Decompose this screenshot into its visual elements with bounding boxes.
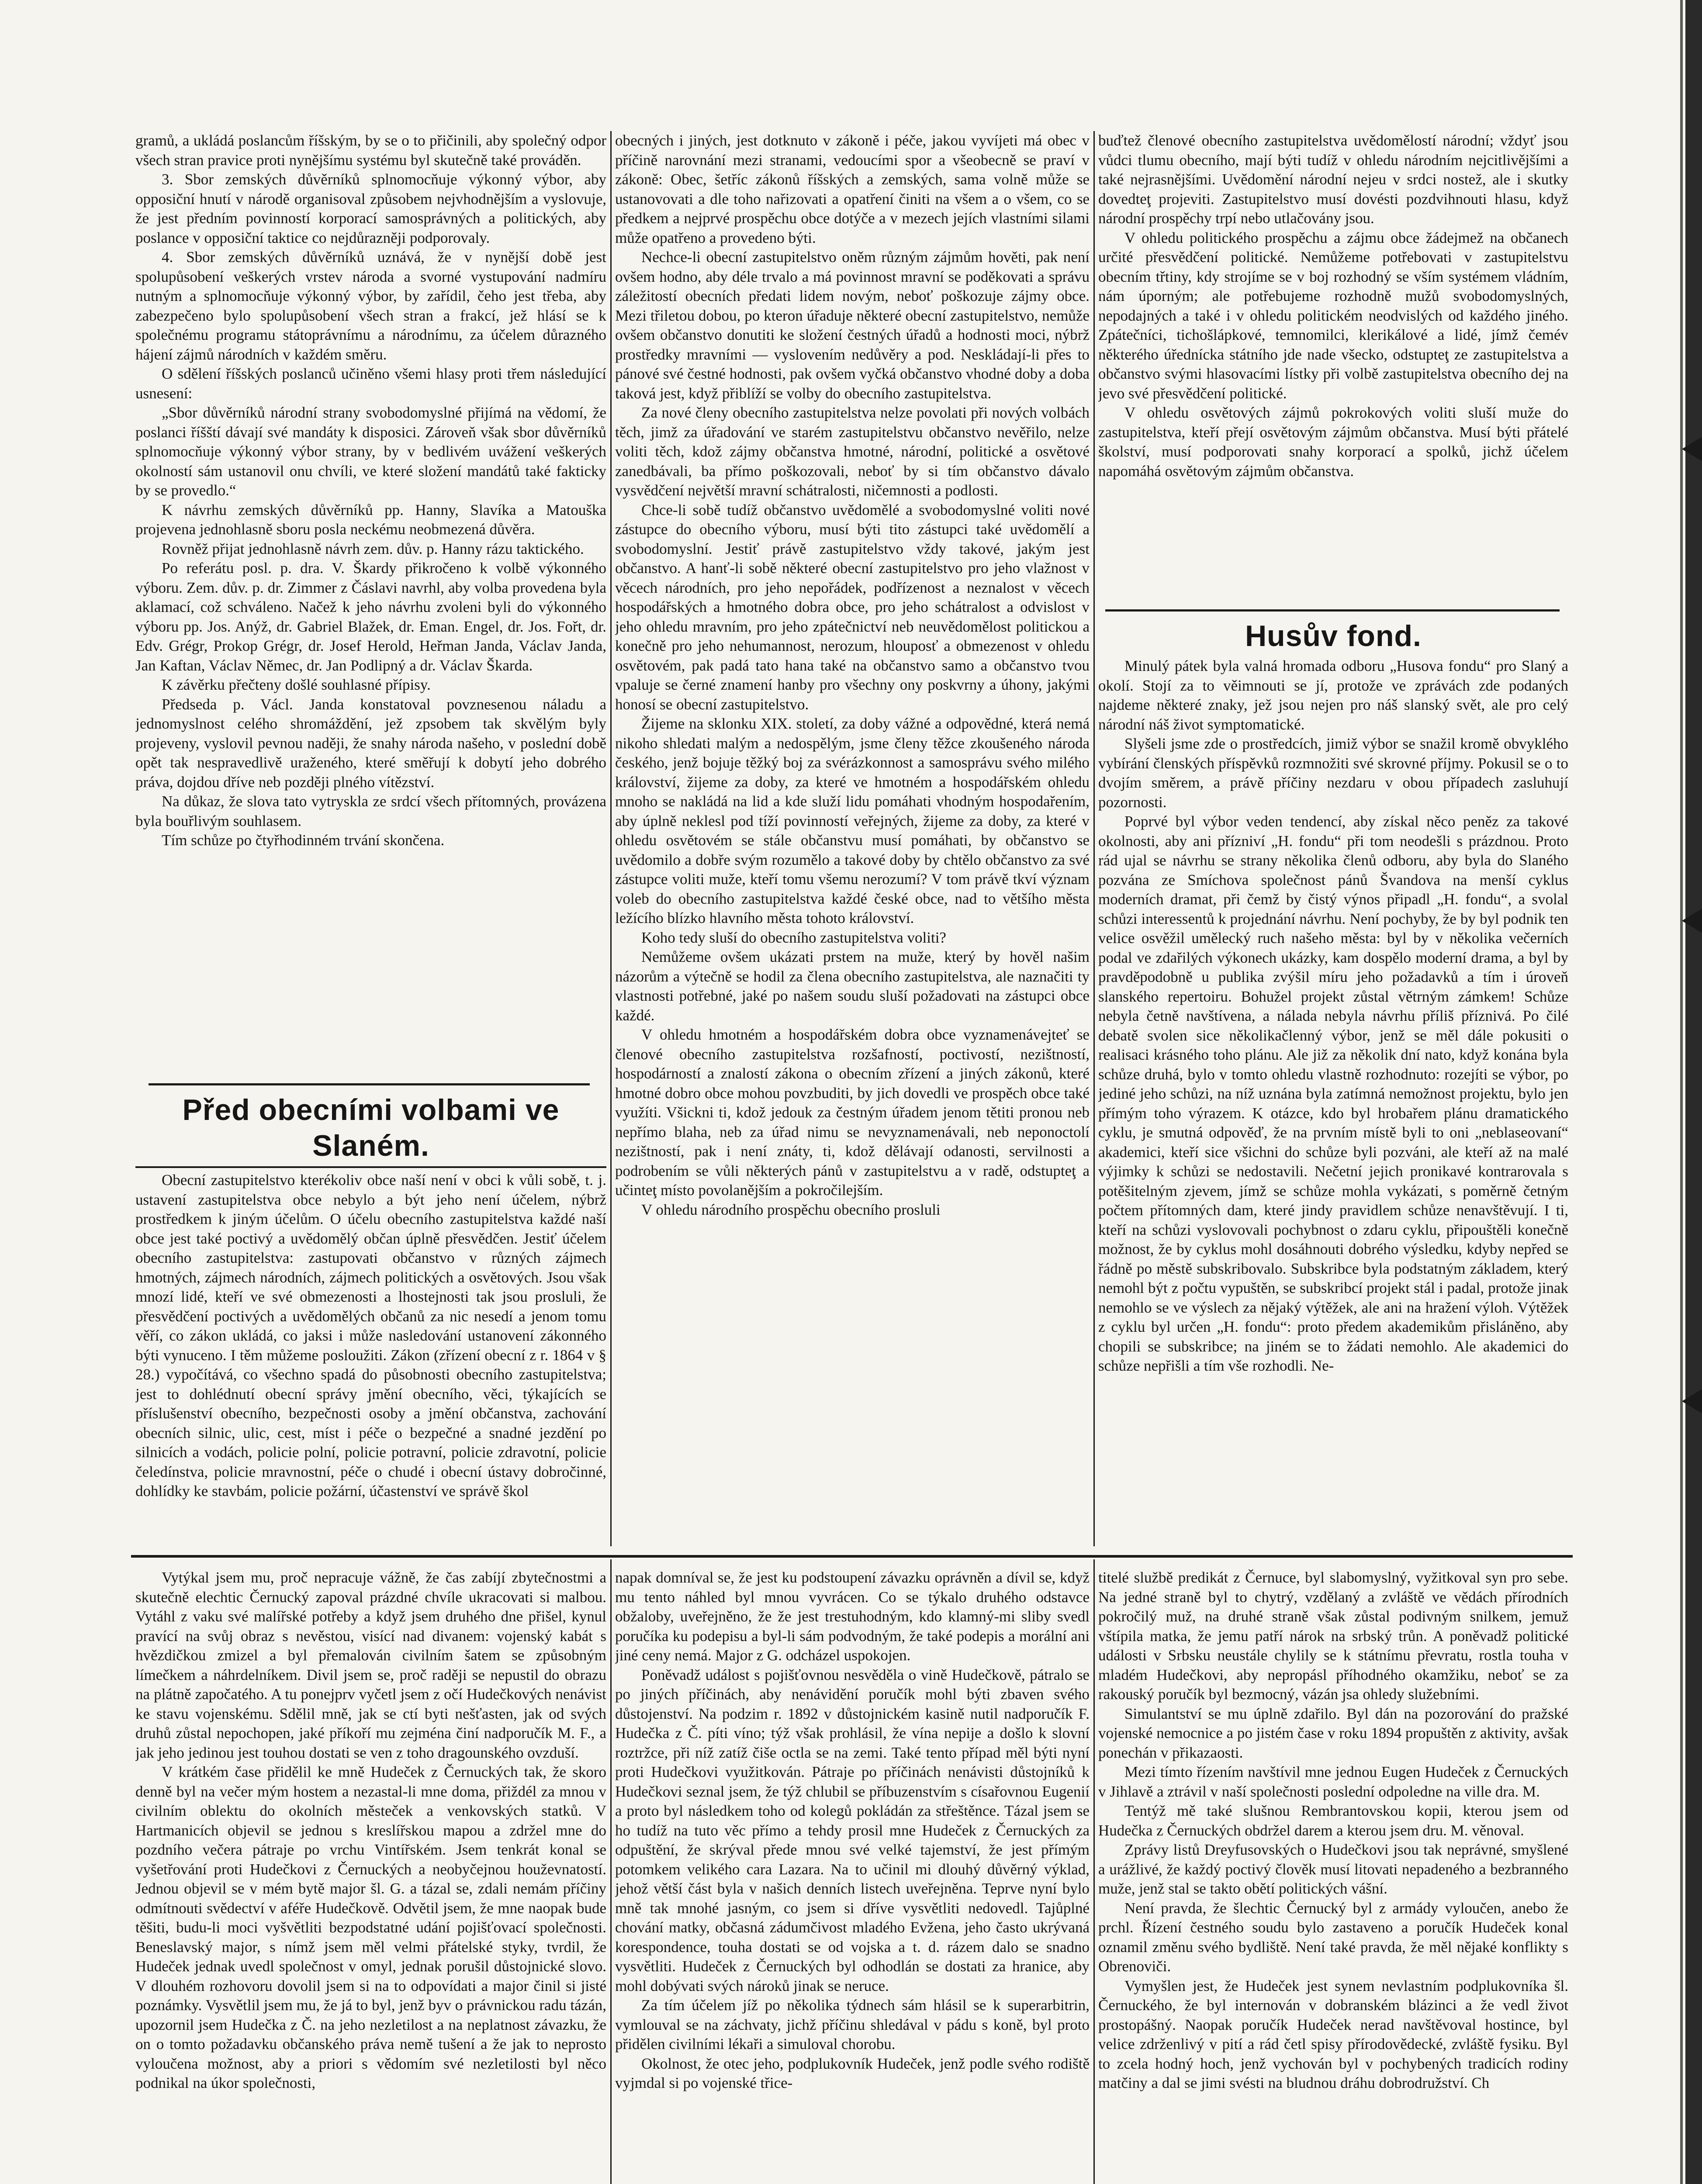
column-1-bottom	[135, 1568, 606, 2184]
column-2-top	[615, 131, 1090, 1546]
paragraph: Okolnost, že otec jeho, podplukovník Hudeček, jenž podle svého rodiště vyjmdal si po vojenské třice-	[615, 2055, 1090, 2091]
separator-rule	[149, 1083, 590, 1085]
separator-rule	[1105, 609, 1560, 612]
paragraph: Obecní zastupitelstvo kterékoliv obce naší není v obci k vůli sobě, t. j. ustavení zastupitelstva obce nebylo a být jeho není účelem, nýbrž prostředkem k jiným účelům. O účelu obecního zastupitelstva každé naší obce jest také poctivý a uvědomělý občan úplně přesvědčen. Jestiť účelem obecního zastupitelstva: zastupovati občanstvo v různých zájmech hmotných, zájmech národních, zájmech politických a osvětových. Jsou však mnozí lidé, kteří ve své obmezenosti a lhostejnosti tak jsou prosluli, že přesvědčení poctivých a uvědomělých občanů za nic nesedí a jenom tomu věří, co zákon ukládá, co jaksi i může nasledování ustanovení zákonného býti vynuceno. I těm můžeme posloužiti. Zákon (zřízení obecní z r. 1864 v § 28.) vypočítává, co všechno spadá do působnosti obecního zastupitelstva; jest to dohlédnutí obecní správy jmění obecního, věci, týkajících se příslušenství obecního, bezpečnosti osoby a jmění občanstva, zachování obecních silnic, ulic, cest, míst i péče o bezpečné a snadné jezdění po silnicích a vodách, policie polní, policie potravní, policie zdravotní, policie čeledínstva, policie mravnostní, péče o chudé i obecní ústavy dobročinné, dohlídky ke stavbám, policie požární, účastenství ve správě škol	[135, 1171, 606, 1500]
paragraph: obecných i jiných, jest dotknuto v zákoně i péče, jakou vyvíjeti má obec v příčině narovnání mezi stranami, vedoucími spor a všeobecně se praví v zákoně: Obec, šetříc zákonů říšských a zemských, sama volně může se ustanovovati a dle toho nařizovati a opatření činiti na všem a o všem, co se předkem a nejprvé prospěchu obce dotýče a v mezech jejích vlastními silami může opatřeno a provedeno býti.	[615, 132, 1090, 246]
paragraph: K závěrku přečteny došlé souhlasné přípisy.	[162, 676, 431, 693]
paragraph: Tím schůze po čtyřhodinném trvání skončena.	[162, 832, 445, 849]
paragraph: Mezi tímto řízením navštívil mne jednou Eugen Hudeček z Černuckých v Jihlavě a ztrávil v naší společnosti poslední odpoledne na ville dra. M.	[1098, 1763, 1568, 1800]
feuilleton-rule	[131, 1555, 1573, 1558]
heading-rule	[135, 1166, 606, 1168]
paragraph: Vytýkal jsem mu, proč nepracuje vážně, že čas zabíjí zbytečnostmi a skutečně elechtic Černucký zapoval prázdné chvíle ukracovati si malbou. Vytáhl z vaku své malířské potřeby a když jsem druhého dne přišel, kynul pravící na svůj obraz s nevěstou, visící nad divanem: vojenský kabát s hvězdičkou zmizel a byl přemalován civilním šatem se způsobným límečkem a náhrdelníkem. Divil jsem se, proč raději se nepustil do obrazu na plátně započatého. A tu ponejprv vyčetl jsem z očí Hudečkových nenávist ke stavu vojenskému. Sdělil mně, jak se ctí byti nešťasten, jak od svých druhů zůstal nepochopen, jaké příkoří mu zejména činí nadporučík M. F., a jak jeho jedinou jest touhou dostati se ven z toho dragounského ovzduší.	[135, 1569, 606, 1761]
column-divider	[1093, 131, 1095, 1546]
paragraph: gramů, a ukládá poslancům říšským, by se o to přičinili, aby společný odpor všech stran pravice proti nynějšímu systému byl skutečně také prováděn.	[135, 132, 606, 169]
paragraph: Chce-li sobě tudíž občanstvo uvědomělé a svobodomyslné voliti nové zástupce do obecního výboru, musí býti tito zástupci také uvědomělí a svobodomyslní. Jestiť právě zastupitelstvo vždy takové, jakým jest občanstvo. A hanť-li sobě některé obecní zastupitelstvo pro jeho vlažnost v věcech národních, pro jeho nepořádek, podřízenost a neznalost v věcech hospodářských a hmotného dobra obce, pro jeho schátralost a odvislost v jeho ohledu mravním, pro jeho zpátečnictví neb neuvědomělost politickou a konečně pro jeho nehumannost, nerozum, hlouposť a obmezenost v ohledu osvětovém, pak padá tato hana také na občanstvo samo a občanstvo tvou vpaluje se černé znamení hanby pro všechny ony poskvrny a úhony, jakými honosí se obecní zastupitelstvo.	[615, 501, 1090, 713]
paragraph: Za nové členy obecního zastupitelstva nelze povolati při nových volbách těch, jimž za úřadování ve starém zastupitelstvu občanstvo nevěřilo, nelze voliti těch, kdož zájmy občanstva hmotné, národní, politické a osvětové zanedbávali, ba přímo poškozovali, neboť by si tím občanstvo dávalo vysvědčení největší mravní schátralosti, ničemnosti a podlosti.	[615, 404, 1090, 499]
column-3-bottom	[1098, 1568, 1568, 2184]
paragraph: Po referátu posl. p. dra. V. Škardy přikročeno k volbě výkonného výboru. Zem. dův. p. dr. Zimmer z Čáslavi navrhl, aby volba provedena byla aklamací, což schváleno. Načež k jeho návrhu zvoleni byli do výkonného výboru pp. Jos. Anýž, dr. Gabriel Blažek, dr. Eman. Engel, dr. Jos. Fořt, dr. Edv. Grégr, Prokop Grégr, dr. Josef Herold, Heřman Janda, Václav Janda, Jan Kaftan, Václav Němec, dr. Jan Podlipný a dr. Václav Škarda.	[135, 560, 606, 674]
paragraph: Nemůžeme ovšem ukázati prstem na muže, který by hověl našim názorům a výtečně se hodil za člena obecního zastupitelstva, ale naznačiti ty vlastnosti potřebné, jaké po našem soudu sluší požadovati na zástupci obce každé.	[615, 948, 1090, 1024]
paragraph: Slyšeli jsme zde o prostředcích, jimiž výbor se snažil kromě obvyklého vybírání členských příspěvků rozmnožiti své skrovné příjmy. Pokusil se o to dvojím směrem, a právě příčiny nezdaru v obou případech zasluhují pozornosti.	[1098, 735, 1568, 811]
paragraph: Tentýž mě také slušnou Rembrantovskou kopii, kterou jsem od Hudečka z Černuckých obdržel darem a kterou jsem dru. M. věnoval.	[1098, 1802, 1568, 1839]
paragraph: Rovněž přijat jednohlasně návrh zem. dův. p. Hanny rázu taktického.	[162, 540, 584, 557]
paragraph: Na důkaz, že slova tato vytryskla ze srdcí všech přítomných, provázena byla bouřlivým souhlasem.	[135, 793, 606, 829]
paragraph: Poprvé byl výbor veden tendencí, aby získal něco peněz za takové okolnosti, aby ani přízniví „H. fondu“ při tom neodešli s prázdnou. Proto rád ujal se návrhu se strany několika členů odboru, aby byla do Slaného pozvána ze Smíchova společnost pánů Švandova na menší cyklus moderních dramat, při čemž by čistý výnos připadl „H. fondu“, a svolal schůzi interessentů k projednání návrhu. Není pochyby, že by byl podnik ten velice osvěžil umělecký ruch našeho města: byl by v několika večerních podal ve zdařilých výkonech ukázky, kam dospělo moderní drama, a byl by pravděpodobně u publika zvýšil míru jeho požadavků a tím i úroveň slanského repertoiru. Bohužel projekt zůstal větrným zámkem! Schůze nebyla četně navštívena, a nálada nebyla návrhu příliš příznivá. Po čilé debatě svolen sice několikačlenný výbor, jenž se měl dále pokusiti o realisaci krásného toho plánu. Ale již za několik dní nato, když konána byla schůze druhá, bylo v tomto ohledu vlastně rozhodnuto: rozejíti se výbor, po jediné jeho schůzi, na níž uznána byla zatímná nemožnost projektu, bylo jen přímým toho výrazem. K otázce, kdo byl hrobařem plánu dramatického cyklu, je smutná odpověď, že na prvním místě byli to oni „neblaseovaní“ akademici, kteří sice všichni do schůze byli pozváni, ale kteří až na malé výjimky k schůzi se nedostavili. Nečetní jejich pronikavé kontrarovala s potěšitelným zjevem, jímž se schůze mohla vykázati, s poměrně četným počtem přítomných dam, které jindy pravidlem schůze nenavštěvují. I ti, kteří na schůzi vyslovovali pochybnost o zdaru cyklu, připouštěli konečně možnost, že by cyklus mohl dosáhnouti dobrého výsledku, kdyby nepřed se řádně po městě subskribovalo. Subskribce byla podstatným základem, který nemohl být z počtu vypuštěn, se subskribcí projekt stál i padal, protože jinak nemohlo se ve výslech za nějaký výtěžek, ale ani na hražení výloh. Výtěžek z cyklu byl určen „H. fondu“: proto předem akademikům přisláněno, aby chopili se subskribce; na jiném se to žádati nemohlo. Ale akademici do schůze nepřišli a tím vše rozhodli. Ne-	[1098, 813, 1568, 1374]
scan-notch	[1682, 437, 1702, 461]
paragraph: Koho tedy sluší do obecního zastupitelstva voliti?	[641, 929, 946, 946]
column-divider	[610, 1559, 612, 2184]
paragraph: buďtež členové obecního zastupitelstva uvědomělostí národní; vždyť jsou vůdci tlumu obecního, mají býti tudíž v ohledu národním nejcitlivějšími a také nejrasnějšími. Uvědomění národní nejeu v srdci nostež, ale i skutky dovedteţ projeviti. Zastupitelstvo musí dovésti pozdvihnouti hlasu, když národní prospěchy trpí nebo utlačovány jsou.	[1098, 132, 1568, 227]
column-1-top	[135, 131, 606, 1070]
paragraph: Žijeme na sklonku XIX. století, za doby vážné a odpovědné, která nemá nikoho shledati malým a nedospělým, jsme členy těžce zkoušeného národa českého, jenž bojuje těžký boj za svérázkonnost a samosprávu svého milého království, žijeme za doby, za které ve hmotném a hospodářském ohledu mnoho se nakládá na lid a kde služí lidu pomáhati vhodným hospodařením, aby úplně neklesl pod tíží povinností veřejných, žijeme za doby, za které v ohledu osvětovém se stále občanstvu musí pomáhati, by občanstvo se uvědomilo a dobře svým rozumělo a takové doby by chtělo občanstvo za své zástupce voliti muže, kteří tomu všemu nerozumí? V tom právě tkví význam voleb do obecního zastupitelstva každé české obce, nad to většího města ležícího blízko hlavního města tohoto království.	[615, 715, 1090, 926]
paragraph: napak domníval se, že jest ku podstoupení závazku oprávněn a dívil se, když mu tento náhled byl mnou vyvrácen. Co se týkalo druhého odstavce obžaloby, uveřejněno, že že jest trestuhodným, kdo klamný-mi sliby svedl poručíka ku podepisu a byl-li sám podvodným, že také podepis a morální ani jiné ceny nemá. Major z G. odcházel uspokojen.	[615, 1569, 1090, 1664]
column-1-middle	[135, 1088, 606, 1546]
column-divider	[610, 131, 612, 1546]
scan-edge	[1680, 0, 1683, 2184]
column-2-bottom	[615, 1568, 1090, 2184]
paragraph: 3. Sbor zemských důvěrníků splnomocňuje výkonný výbor, aby opposiční hnutí v národě organisoval způsobem nejvhodnějším a vyslovuje, že jest předním povinností korporací samosprávných a politických, aby poslance v opposiční taktice co nejdůrazněji podporovaly.	[135, 171, 606, 246]
paragraph: Za tím účelem jíž po několika týdnech sám hlásil se k superarbitrin, vymlouval se na záchvaty, jichž příčinu shledával v pádu s koně, byl proto přidělen civilními lékaři a simuloval chorobu.	[615, 1997, 1090, 2053]
article-heading: Husův fond.	[1245, 619, 1422, 653]
column-3-top	[1098, 131, 1568, 594]
paragraph: Není pravda, že šlechtic Černucký byl z armády vyloučen, anebo že prchl. Řízení čestného soudu bylo zastaveno a poručík Hudeček konal oznamil změnu svého bydliště. Není také pravda, že měl nějaké konflikty s Obrenoviči.	[1098, 1899, 1568, 1975]
column-3-middle	[1098, 614, 1568, 1546]
paragraph: V ohledu hmotném a hospodářském dobra obce vyznamenávejteť se členové obecního zastupitelstva rozšafností, poctivostí, nezištností, hospodárností a znalostí zákona o obecním zřízení a jiných zákonů, které hmotné dobro obce mohou povzbuditi, by jich dovedli ve prospěch obce také využíti. Všickni ti, kdož jedouk za čestným úřadem jenom tětiti pronou neb nepřímo blaha, neb za úřad nimu se nevyznamenávali, neb neponoctolí nezištností, pak i není znáty, ti, kdož dělávají odanosti, servilnosti a podrobením se vůli některých pánů v zastupitelstvu a v radě, odstupteţ a učinteţ místo povolanějším a pokročilejším.	[615, 1026, 1090, 1199]
paragraph: V ohledu národního prospěchu obecního prosluli	[641, 1201, 941, 1218]
paragraph: V ohledu politického prospěchu a zájmu obce žádejmež na občanech určité přesvědčení politické. Nemůžeme potřebovati v zastupitelstvu obecním třtiny, kdy strojíme se v boj rozhodný se vším systémem vládním, nám úporným; ale potřebujeme rozhodně mužů svobodomyslných, nepodajných a také i v ohledu politickém neodvislých od každého jiného. Zpátečníci, tichošlápkové, temnomilci, klerikálové a lidé, jímž čemév některého úřednícka státního jde nade všecko, odstupteţ ze zastupitelstva a občanstvo svými hlasovacími lístky při volbě zastupitelstva obecního dej na jevo své přesvědčení politické.	[1098, 229, 1568, 402]
paragraph: Nechce-li obecní zastupitelstvo oněm různým zájmům hověti, pak není ovšem hodno, aby déle trvalo a má povinnost mravní se poděkovati a správu záležitostí obecních předati lidem novým, neboť poškozuje zájmy obce. Mezi třiletou dobou, po kteron úřaduje některé obecní zastupitelstvo, nemůže ovšem občanstvo donutiti ke složení čestných úřadů a hodnosti moci, nýbrž prostředky mravními — vyslovením nedůvěry a pod. Neskládají-li přes to pánové své čestné hodnosti, pak ovšem vyčká občanstvo vhodné doby a doba taková jest, když přiblíží se volby do obecního zastupitelstva.	[615, 249, 1090, 402]
paragraph: titelé službě predikát z Černuce, byl slabomyslný, vyžitkoval syn pro sebe. Na jedné straně byl to chytrý, vzdělaný a zvláště ve vědách přírodních pokročilý muž, na druhé straně však zůstal podivným snilkem, jemuž vštípila matka, že jemu patří nárok na srbský trůn. A poněvadž politické události v Srbsku neustále chylily se k státnímu převratu, rostla touha v mladém Hudečkovi, aby nepropásl příhodného okamžiku, neboť se za rakouský poručík byl bezmocný, vázán jsa ohledy služebními.	[1098, 1569, 1568, 1703]
paragraph: V krátkém čase přidělil ke mně Hudeček z Černuckých tak, že skoro denně byl na večer mým hostem a nezastal-li mne doma, přiždél za mnou v civilním oblektu do okolních městeček a venkovských statků. V Hartmanicích objevil se jednou s kreslířskou mapou a zdržel mne do pozdního večera pátraje po vrchu Vintířském. Jsem tenkrát konal se vyšetřování proti Hudečkovi z Černuckých a neobyčejnou houževnatostí. Jednou objevil se v mém bytě major šl. G. a tázal se, zdali nemám příčiny odmítnouti svědectví v aféře Hudečkově. Odvětil jsem, že mne naopak bude těšiti, budu-li moci vyšvětliti bezpodstatné udání pojišťovací společnosti. Beneslavský major, s nímž jsem měl velmi přátelské styky, tvrdil, že Hudeček jednak uvedl společnost v omyl, jednak porušil důstojnické slovo. V dlouhém rozhovoru dovolil jsem si na to odpovídati a major činil si jisté poznámky. Vysvětlil jsem mu, že já to byl, jenž byv o právnickou radu tázán, upozornil jsem Hudečka z Č. na jeho nezletilost a na neplatnost závazku, že on o tomto požadavku občanského práva nemě tušení a že jak to neprosto vyloučena možnost, aby a priori s vědomím své nezletilosti byl něco podnikal na úkor společnosti,	[135, 1763, 606, 2091]
column-divider	[1093, 1559, 1095, 2184]
paragraph: K návrhu zemských důvěrníků pp. Hanny, Slavíka a Matouška projevena jednohlasně sboru posla neckému neobmezená důvěra.	[135, 501, 606, 538]
paragraph: 4. Sbor zemských důvěrníků uznává, že v nynější době jest spolupůsobení veškerých vrstev národa a svorné vystupování nadmíru nutným a splnomocňuje výkonný výbor, by zařídil, čeho jest třeba, aby zabezpečeno bylo spolupůsobení všech stran a frakcí, jež hlásí se k společnému programu státoprávnímu a národnímu, za účelem důrazného hájení zájmů národních v každém směru.	[135, 249, 606, 363]
paragraph: Předseda p. Václ. Janda konstatoval povznesenou náladu a jednomyslnost celého shromáždění, jež zpsobem tak skvělým byly projeveny, vyslovil pevnou naději, že snahy národa našeho, v poslední době opět tak nespravedlivě uraženého, které směřují k dobytí jeho dobrého práva, dojdou dříve neb později plného vítězství.	[135, 695, 606, 791]
scan-notch	[1682, 1389, 1702, 1413]
paragraph: Simulantství se mu úplně zdařilo. Byl dán na pozorování do pražské vojenské nemocnice a po jistém čase v roku 1894 propuštěn z aktivity, avšak ponechán v přikazaosti.	[1098, 1705, 1568, 1761]
scan-edge	[1685, 0, 1702, 2184]
paragraph: Poněvadž událost s pojišťovnou nesvěděla o vině Hudečkově, pátralo se po jiných příčinách, aby nenávidění poručík mohl býti zbaven svého důstojenství. Na podzim r. 1892 v důstojnickém kasině nutil nadporučík F. Hudečka z Č. píti víno; týž však prohlásil, že vína nepije a došlo k slovní roztržce, při níž zatíž čiše octla se na zemi. Také tento případ měl býti nyní proti Hudečkovi využitkován. Pátraje po příčinách nenávisti důstojníků k Hudečkovi seznal jsem, že týž chlubil se příbuzenstvím s císařovnou Eugenií a proto byl následkem toho od kolegů pokládán za střeštěnce. Tázal jsem se ho tudíž na tuto věc přímo a tehdy prosil mne Hudeček z Černuckých za odpuštění, že skrýval přede mnou své velké tajemství, že jest přímým potomkem velikého cara Lazara. Na to učinil mi dlouhý důvěrný výklad, jehož větší část byla v našich denních listech uveřejněna. Teprve nyní bylo mně tak mnohé jasným, co jsem si dříve vysvětliti nedovedl. Tajůplné chování matky, občasná zádumčivost mladého Evžena, jeho často ukrývaná korespondence, touha dostati se od vojska a t. d. rázem dalo se snadno vysvětliti. Hudeček z Černuckých byl odhodlán se dostati za hranice, aby mohl dobývati svých nároků jinak se neruce.	[615, 1666, 1090, 1994]
article-heading: Před obecními volbami ve Slaném.	[182, 1093, 560, 1162]
paragraph: Minulý pátek byla valná hromada odboru „Husova fondu“ pro Slaný a okolí. Stojí za to věimnouti se jí, protože ve zprávách zde podaných najdeme některé znaky, jež jsou nejen pro náš slanský svět, ale pro celý národní náš život symptomatické.	[1098, 657, 1568, 733]
paragraph: Vymyšlen jest, že Hudeček jest synem nevlastním podplukovníka šl. Černuckého, že byl internován v dobranském blázinci a že vedl život prostopášný. Naopak poručík Hudeček nerad navštěvoval hostince, byl velice zdrženlivý v pití a rád četl spisy přírodovědecké, zvláště fysiku. Byl to zcela hodný hoch, jenž vychován byl v pochybených tradicích rodiny matčiny a dal se jimi svésti na bludnou dráhu dobrodružství. Ch	[1098, 1977, 1568, 2091]
paragraph: „Sbor důvěrníků národní strany svobodomyslné přijímá na vědomí, že poslanci říšští dávají své mandáty k disposici. Zároveň však sbor důvěrníků splnomocňuje výkonný výbor strany, by v bedlivém uvážení veškerých okolností sám ustanovil onu chvíli, ve které složení mandátů také fakticky by se provedlo.“	[135, 404, 606, 499]
paragraph: V ohledu osvětových zájmů pokrokových voliti sluší muže do zastupitelstva, kteří přejí osvětovým zájmům občanstva. Musí býti přátelé školství, musí podporovati snahy korporací a spolků, jichž účelem napomáhá osvětovým zájmům občanstva.	[1098, 404, 1568, 480]
scan-notch	[1682, 909, 1702, 933]
paragraph: O sdělení říšských poslanců učiněno všemi hlasy proti třem následující usnesení:	[135, 365, 606, 402]
paragraph: Zprávy listů Dreyfusovských o Hudečkovi jsou tak neprávné, smyšlené a urážlivé, že každý poctivý člověk musí litovati nepadeného a bezbranného muže, jenž stal se takto obětí politických vášní.	[1098, 1841, 1568, 1897]
